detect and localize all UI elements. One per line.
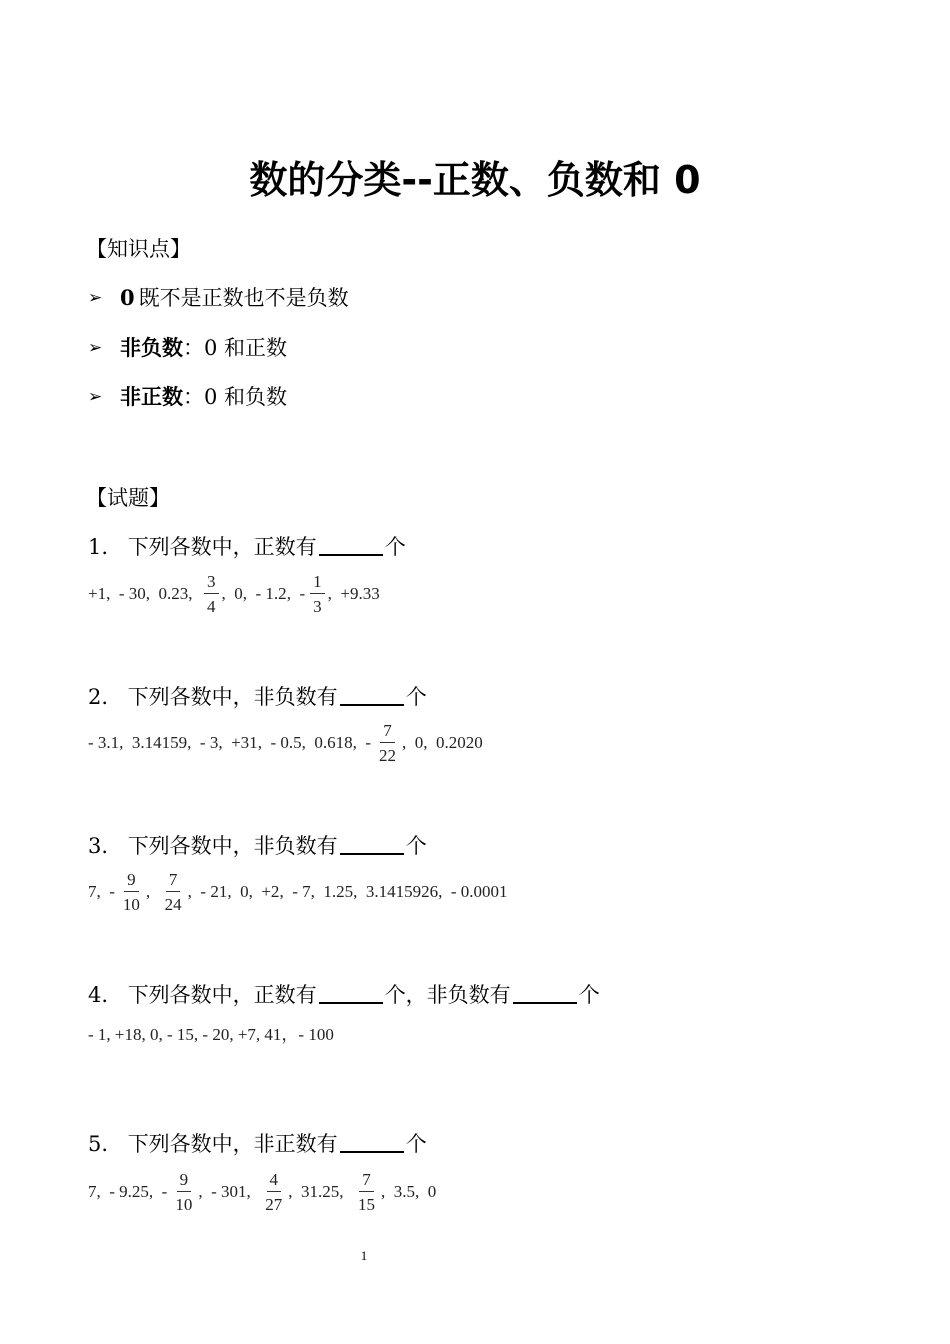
question-text: 个 [384,535,406,559]
bullet-term: 非负数 [120,335,183,360]
separator: , [286,584,300,603]
denominator: 10 [122,895,140,914]
number-token: - 21 [200,882,228,901]
separator: , [145,584,159,603]
separator: , [352,733,366,752]
number-token: - 0.5 [270,733,302,752]
separator: , [257,733,271,752]
fraction [355,1171,378,1213]
numerator: 9 [177,1171,192,1192]
denominator: 22 [379,746,397,765]
number-list [88,871,508,913]
denominator: 15 [358,1195,376,1214]
separator: , [339,1182,353,1201]
separator: , [423,733,437,752]
fraction-number [201,573,222,615]
number-list [88,722,483,764]
fraction-sign: - [365,733,372,752]
question-text: 个 [405,685,427,709]
number-list [88,573,380,615]
question-text: 个 [405,834,427,858]
number-token: +1 [88,584,107,603]
answer-blank[interactable] [513,980,577,1004]
separator: , [248,882,262,901]
number-token: 0.2020 [436,733,483,752]
fraction [172,1171,195,1213]
separator: , [145,882,159,901]
separator: , [353,882,366,901]
question-text: 下列各数中，正数有 [127,983,317,1007]
fraction-sign: - [109,882,115,901]
question-number: 5. [88,1132,109,1156]
number-list: - 1, +18, 0, - 15, - 20, +7, 41，- 100 [88,1025,334,1044]
number-token: - 9.25 [109,1182,149,1201]
fraction-sign: - [161,1182,168,1201]
fraction-number [352,1171,381,1213]
question-text: 下列各数中，非正数有 [127,1132,338,1156]
number-token: - 3.1 [88,733,120,752]
arrow-bullet-icon: ➢ [88,338,103,358]
separator: , [187,882,201,901]
fraction-number [365,722,402,764]
question-4 [88,980,600,1010]
fraction [204,573,219,615]
numerator: 1 [310,573,325,594]
separator: , [246,1182,260,1201]
numerator: 7 [166,871,181,892]
denominator: 24 [164,895,182,914]
number-token: +9.33 [340,584,380,603]
separator: , [96,1182,110,1201]
question-number: 4. [88,983,109,1007]
question-text: 个 [578,983,600,1007]
separator: , [288,1182,302,1201]
bullet-term: 非正数 [120,384,183,409]
numerator: 7 [380,722,395,743]
page-number: 1 [360,1248,368,1263]
number-token: - 7 [292,882,311,901]
denominator: 27 [265,1195,283,1214]
numerator: 9 [124,871,139,892]
number-token: - 3 [199,733,219,752]
answer-blank[interactable] [319,980,383,1004]
fraction-sign: - [299,584,306,603]
number-token: - 1.2 [255,584,287,603]
number-token: +2 [261,882,280,901]
answer-blank[interactable] [340,1129,404,1153]
question-5 [88,1129,427,1159]
bullet-term: 0 [120,285,135,310]
question-1 [88,532,406,562]
separator: , [106,584,119,603]
bullet-text: ：0 和负数 [183,385,288,409]
denominator: 10 [175,1195,193,1214]
answer-blank[interactable] [340,831,404,855]
bullet-item [88,333,287,363]
knowledge-heading: 【知识点】 [86,237,191,261]
fraction-number [109,871,146,913]
question-number: 1. [88,535,109,559]
number-token: - 301 [211,1182,247,1201]
separator: , [301,733,315,752]
separator: , [438,882,451,901]
fraction [162,871,185,913]
question-3 [88,831,427,861]
question-text: 下列各数中，非负数有 [127,834,338,858]
denominator: 3 [313,597,322,616]
bullet-item [88,382,287,412]
numerator: 4 [267,1171,282,1192]
number-token: 7 [88,1182,97,1201]
question-text: 个 [405,1132,427,1156]
separator: , [96,882,110,901]
exercises-heading: 【试题】 [86,486,170,510]
separator: , [221,584,235,603]
bullet-text: 既不是正数也不是负数 [138,286,349,310]
fraction [376,722,399,764]
fraction-number [162,1171,199,1213]
number-token: 0 [240,882,249,901]
separator: , [119,733,132,752]
number-token: 0 [414,733,424,752]
question-text: 下列各数中，非负数有 [127,685,338,709]
number-token: 3.5 [393,1182,416,1201]
numerator: 3 [204,573,219,594]
numerator: 7 [359,1171,374,1192]
number-token: - 0.0001 [450,882,508,901]
question-text: 个，非负数有 [384,983,511,1007]
denominator: 4 [207,597,216,616]
question-number: 3. [88,834,109,858]
separator: , [279,882,293,901]
fraction [310,573,325,615]
separator: , [148,1182,162,1201]
number-token: 3.1415926 [365,882,439,901]
answer-blank[interactable] [319,532,383,556]
number-token: 31.25 [301,1182,340,1201]
number-token: 0 [234,584,243,603]
question-text: 下列各数中，正数有 [127,535,317,559]
number-token: +31 [231,733,258,752]
question-number: 2. [88,685,109,709]
fraction-number [299,573,327,615]
fraction [120,871,143,913]
separator: , [415,1182,428,1201]
arrow-bullet-icon: ➢ [88,387,103,407]
separator: , [218,733,232,752]
separator: , [381,1182,394,1201]
fraction-number [259,1171,288,1213]
fraction [262,1171,285,1213]
question-2 [88,682,427,712]
bullet-text: ：0 和正数 [183,336,288,360]
number-token: 0.618 [314,733,353,752]
page-title: 数的分类--正数、负数和 0 [249,158,701,202]
separator: , [327,584,341,603]
separator: , [187,733,200,752]
separator: , [242,584,256,603]
bullet-item [88,283,349,313]
number-token: 0 [427,1182,437,1201]
separator: , [310,882,324,901]
number-token: 0.23 [158,584,189,603]
number-token: 7 [88,882,97,901]
separator: , [198,1182,212,1201]
separator: , [188,584,202,603]
number-token: 1.25 [323,882,354,901]
fraction-number [159,871,188,913]
arrow-bullet-icon: ➢ [88,288,103,308]
separator: , [227,882,241,901]
number-token: 3.14159 [131,733,188,752]
separator: , [402,733,415,752]
number-token: - 30 [118,584,146,603]
number-list [88,1171,436,1213]
answer-blank[interactable] [340,682,404,706]
